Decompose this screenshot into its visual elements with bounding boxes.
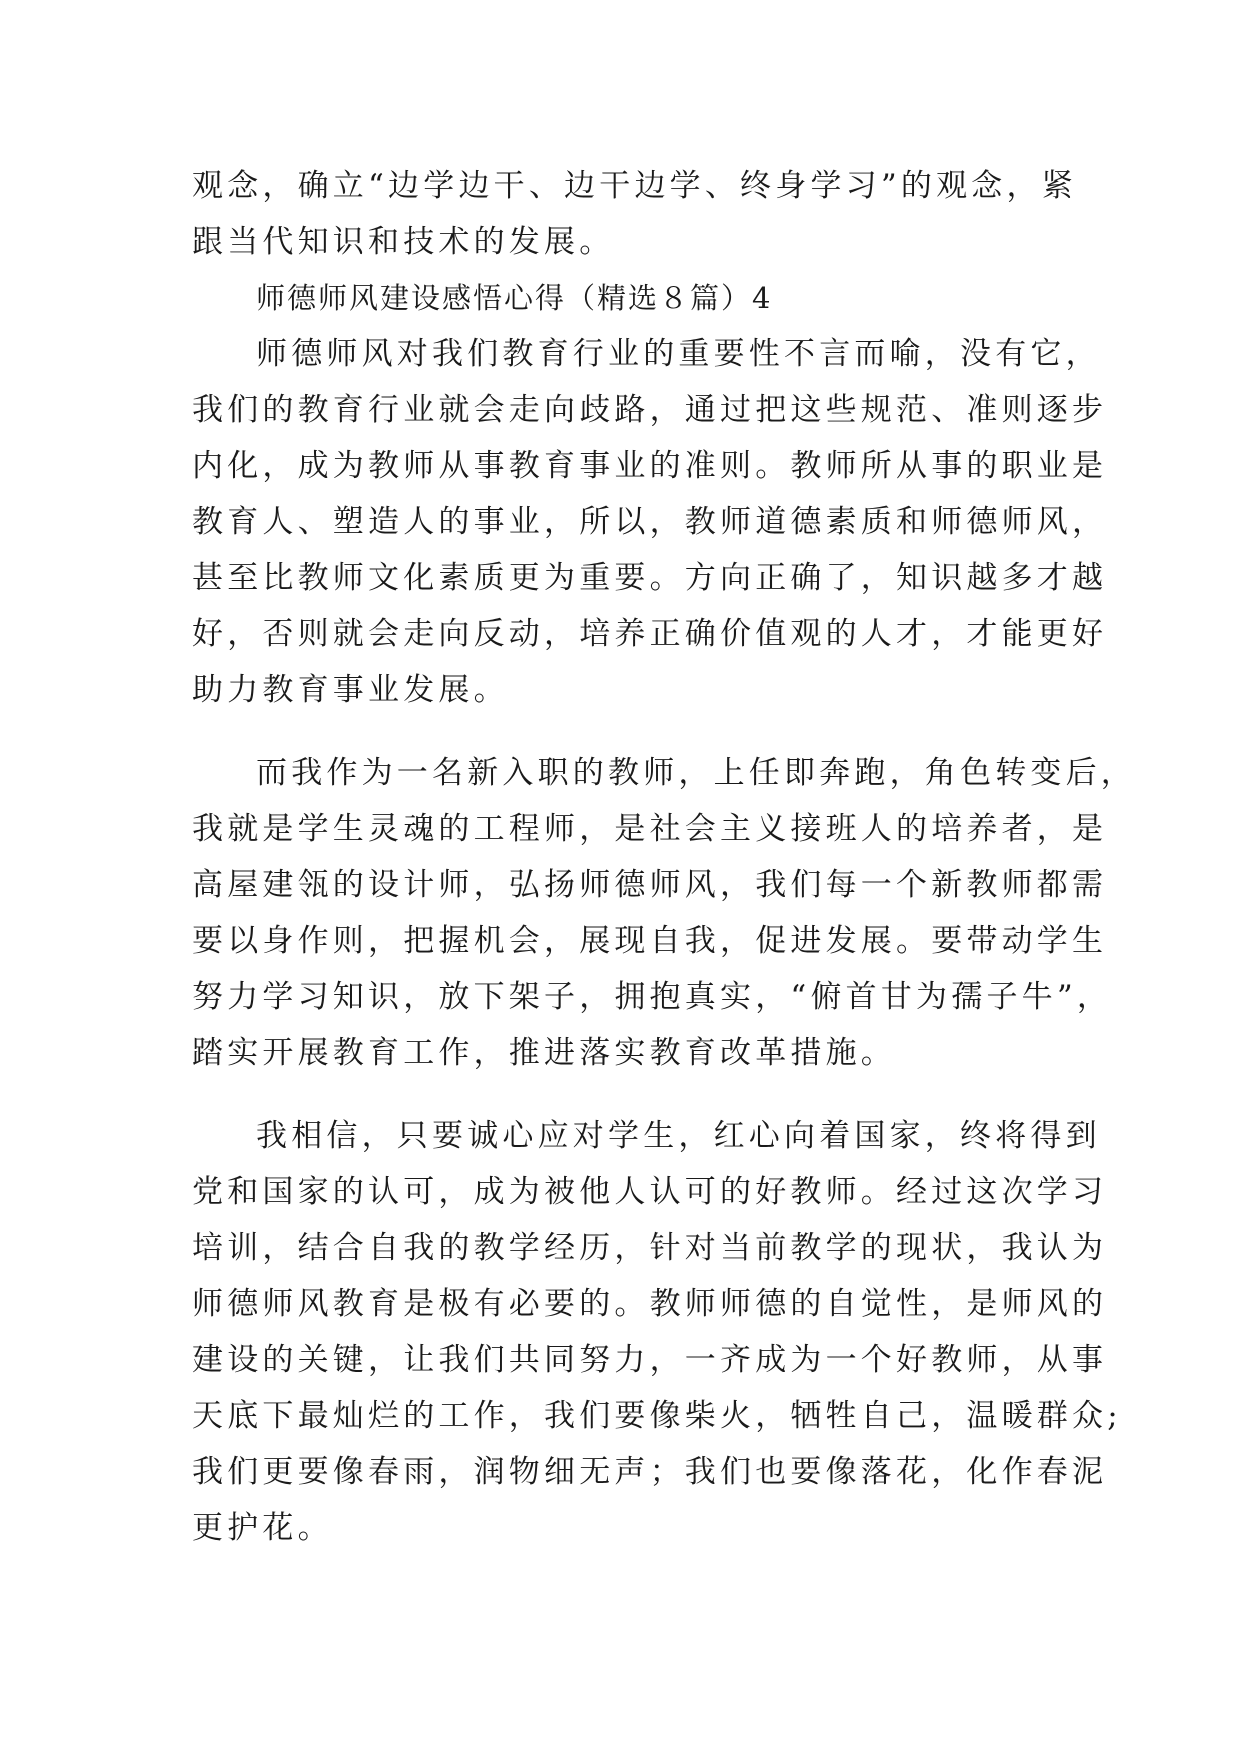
text-line: 助力教育事业发展。 (192, 672, 509, 708)
paragraph-gap (192, 1081, 1064, 1108)
text-line: 高屋建瓴的设计师，弘扬师德师风，我们每一个新教师都需 (192, 867, 1108, 903)
text-line: 更护花。 (192, 1510, 333, 1546)
document-body (192, 158, 1136, 1556)
paragraph-1 (192, 326, 1108, 718)
text-line: 我相信，只要诚心应对学生，红心向着国家，终将得到 (256, 1118, 1101, 1154)
text-line: 我们的教育行业就会走向歧路，通过把这些规范、准则逐步 (192, 392, 1108, 428)
text-line: 跟当代知识和技术的发展。 (192, 224, 615, 260)
text-line: 教育人、塑造人的事业，所以，教师道德素质和师德师风， (192, 504, 1108, 540)
text-line: 天底下最灿烂的工作，我们要像柴火，牺牲自己，温暖群众; (192, 1398, 1122, 1434)
paragraph-2 (192, 745, 1136, 1081)
text-line: 我就是学生灵魂的工程师，是社会主义接班人的培养者，是 (192, 811, 1108, 847)
text-line: 好，否则就会走向反动，培养正确价值观的人才，才能更好 (192, 616, 1108, 652)
text-line: 努力学习知识，放下架子，拥抱真实，“俯首甘为孺子牛”， (192, 979, 1113, 1015)
paragraph-gap (192, 718, 1064, 745)
section-heading: 师德师风建设感悟心得（精选８篇）4 (256, 281, 773, 315)
text-line: 观念，确立“边学边干、边干边学、终身学习”的观念，紧 (192, 168, 1077, 204)
text-line: 踏实开展教育工作，推进落实教育改革措施。 (192, 1035, 896, 1071)
text-line: 培训，结合自我的教学经历，针对当前教学的现状，我认为 (192, 1230, 1108, 1266)
text-line: 我们更要像春雨，润物细无声；我们也要像落花，化作春泥 (192, 1454, 1108, 1490)
text-line: 师德师风对我们教育行业的重要性不言而喻，没有它， (256, 336, 1101, 372)
paragraph-3 (192, 1108, 1122, 1556)
text-line: 党和国家的认可，成为被他人认可的好教师。经过这次学习 (192, 1174, 1108, 1210)
intro-paragraph (192, 158, 1077, 270)
text-line: 建设的关键，让我们共同努力，一齐成为一个好教师，从事 (192, 1342, 1108, 1378)
text-line: 内化，成为教师从事教育事业的准则。教师所从事的职业是 (192, 448, 1108, 484)
text-line: 而我作为一名新入职的教师，上任即奔跑，角色转变后， (256, 755, 1136, 791)
text-line: 要以身作则，把握机会，展现自我，促进发展。要带动学生 (192, 923, 1108, 959)
text-line: 甚至比教师文化素质更为重要。方向正确了，知识越多才越 (192, 560, 1108, 596)
text-line: 师德师风教育是极有必要的。教师师德的自觉性，是师风的 (192, 1286, 1108, 1322)
